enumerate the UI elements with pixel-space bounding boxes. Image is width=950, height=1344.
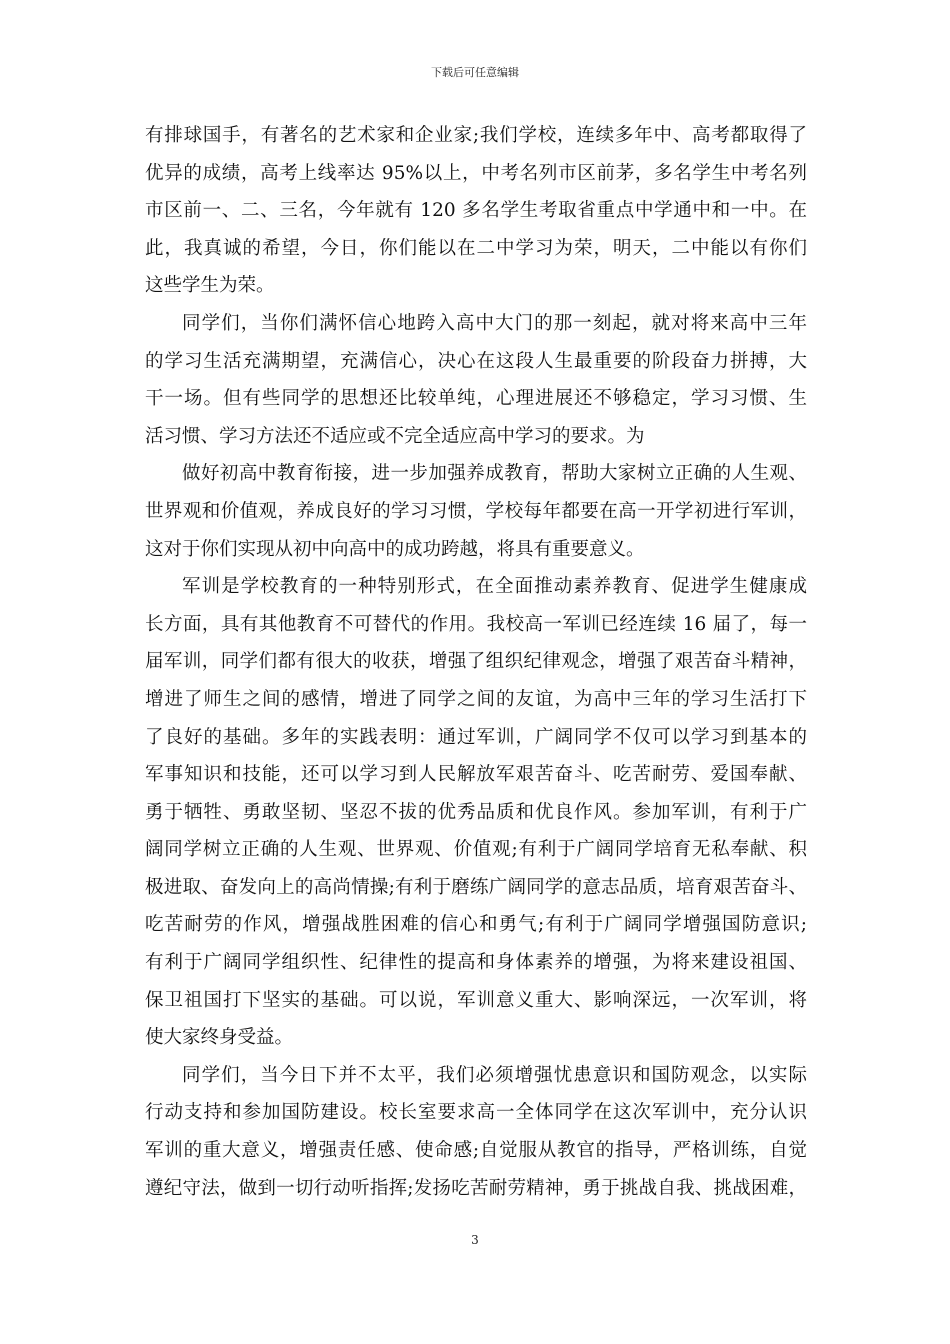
- text-line: 了良好的基础。多年的实践表明：通过军训，广阔同学不仅可以学习到基本的: [145, 726, 807, 748]
- text-line: 这对于你们实现从初中向高中的成功跨越，将具有重要意义。: [145, 538, 645, 560]
- text-line: 这些学生为荣。: [145, 275, 275, 297]
- text-line: 活习惯、学习方法还不适应或不完全适应高中学习的要求。为: [145, 425, 645, 447]
- text-line: 使大家终身受益。: [145, 1027, 294, 1049]
- text-line: 行动支持和参加国防建设。校长室要求高一全体同学在这次军训中，充分认识: [145, 1102, 807, 1124]
- text-line: 遵纪守法，做到一切行动听指挥;发扬吃苦耐劳精神，勇于挑战自我、挑战困难，: [145, 1177, 807, 1199]
- text-line: 优异的成绩，高考上线率达 95%以上，中考名列市区前茅，多名学生中考名列: [145, 162, 807, 184]
- text-line: 阔同学树立正确的人生观、世界观、价值观;有利于广阔同学培育无私奉献、积: [145, 839, 807, 861]
- paragraph-first-line: 同学们，当今日下并不太平，我们必须增强忧患意识和国防观念，以实际: [182, 1064, 807, 1086]
- text-line: 极进取、奋发向上的高尚情操;有利于磨练广阔同学的意志品质，培育艰苦奋斗、: [145, 876, 807, 898]
- text-line: 市区前一、二、三名，今年就有 120 多名学生考取省重点中学通中和一中。在: [145, 200, 807, 222]
- text-line: 军事知识和技能，还可以学习到人民解放军艰苦奋斗、吃苦耐劳、爱国奉献、: [145, 764, 807, 786]
- page-header: 下载后可任意编辑: [431, 66, 519, 79]
- text-line: 长方面，具有其他教育不可替代的作用。我校高一军训已经连续 16 届了，每一: [145, 613, 807, 635]
- text-line: 增进了师生之间的感情，增进了同学之间的友谊，为高中三年的学习生活打下: [145, 688, 807, 710]
- text-line: 有利于广阔同学组织性、纪律性的提高和身体素养的增强，为将来建设祖国、: [145, 952, 807, 974]
- text-line: 此，我真诚的希望，今日，你们能以在二中学习为荣，明天，二中能以有你们: [145, 237, 807, 259]
- paragraph-first-line: 做好初高中教育衔接，进一步加强养成教育，帮助大家树立正确的人生观、: [182, 463, 807, 485]
- paragraph-first-line: 军训是学校教育的一种特别形式，在全面推动素养教育、促进学生健康成: [182, 576, 807, 598]
- text-line: 的学习生活充满期望，充满信心，决心在这段人生最重要的阶段奋力拼搏，大: [145, 350, 807, 372]
- text-line: 干一场。但有些同学的思想还比较单纯，心理进展还不够稳定，学习习惯、生: [145, 388, 807, 410]
- text-line: 勇于牺牲、勇敢坚韧、坚忍不拔的优秀品质和优良作风。参加军训，有利于广: [145, 801, 807, 823]
- text-line: 世界观和价值观，养成良好的学习习惯，学校每年都要在高一开学初进行军训，: [145, 500, 807, 522]
- page-number: 3: [471, 1233, 479, 1247]
- paragraph-first-line: 同学们，当你们满怀信心地跨入高中大门的那一刻起，就对将来高中三年: [182, 312, 807, 334]
- text-line: 吃苦耐劳的作风，增强战胜困难的信心和勇气;有利于广阔同学增强国防意识;: [145, 914, 807, 936]
- text-line: 有排球国手，有著名的艺术家和企业家;我们学校，连续多年中、高考都取得了: [145, 125, 807, 146]
- text-line: 军训的重大意义，增强责任感、使命感;自觉服从教官的指导，严格训练，自觉: [145, 1140, 807, 1162]
- text-line: 届军训，同学们都有很大的收获，增强了组织纪律观念，增强了艰苦奋斗精神，: [145, 651, 807, 673]
- text-line: 保卫祖国打下坚实的基础。可以说，军训意义重大、影响深远，一次军训，将: [145, 989, 807, 1011]
- body-text: [145, 117, 807, 1207]
